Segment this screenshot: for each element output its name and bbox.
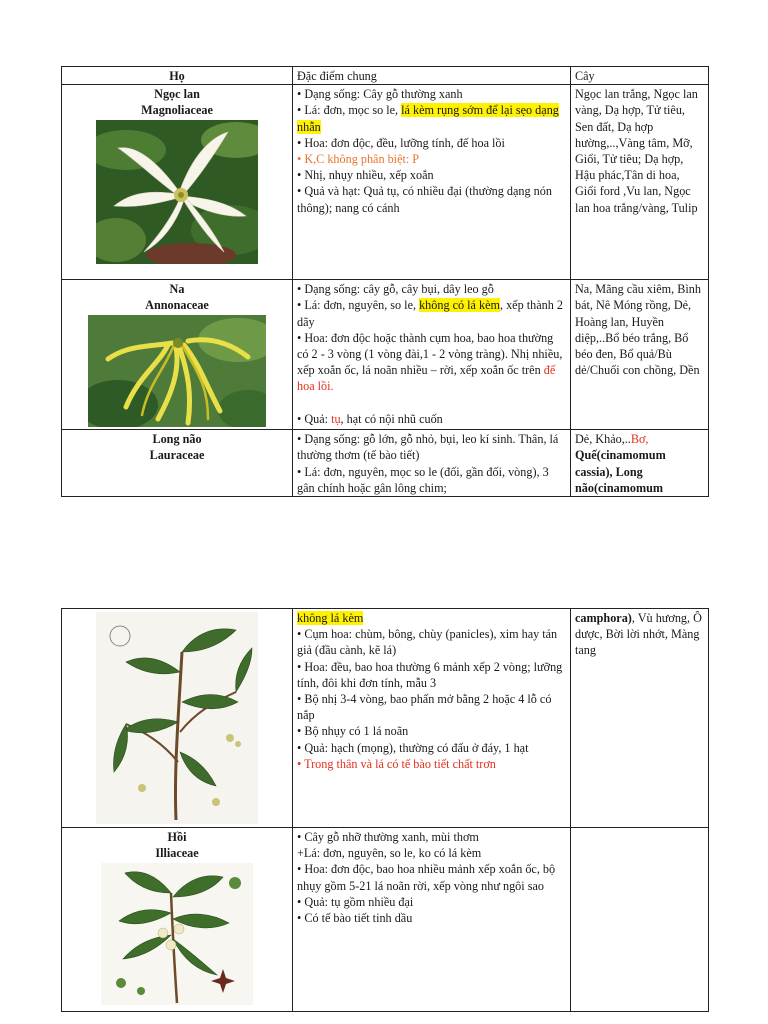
leaf-text: • Lá: đơn, nguyên, so le, [297, 298, 420, 313]
family-cell [62, 609, 293, 828]
family-name-latin: Illiaceae [155, 846, 199, 860]
leaf-text-end: , xếp thành 2 dãy [297, 298, 563, 329]
line-life-form: • Dạng sống: gỗ lớn, gỗ nhỏ, bụi, leo kí sinh. Thân, lá thường thơm (tế bào tiết) [297, 432, 559, 463]
family-name-vi: Long não [152, 432, 202, 447]
header-characteristics: Đặc điểm chung [293, 67, 571, 85]
plants-cell: Na, Mãng cầu xiêm, Bình bát, Nê Móng rồng, Dẻ, Hoàng lan, Huyền diệp,..Bổ béo trắng, Bổ béo đen, Bổ quả/Bù dẻ/Chuối con chồng, Dền [571, 280, 709, 430]
line-fruit [297, 411, 566, 427]
no-stipule-highlight: không lá kèm [297, 611, 364, 625]
line-stipule [297, 610, 566, 626]
family-name-vi: Na [169, 282, 185, 297]
fruit-text: • Quả: [297, 411, 332, 426]
stipule-highlight: lá kèm rụng sớm để lại sẹo dạng nhẫn [297, 103, 559, 134]
header-row [62, 67, 709, 85]
family-table-part-1 [61, 66, 709, 497]
plants-cell [571, 828, 709, 1012]
plants-cell [571, 430, 709, 497]
plants-bold: camphora) [575, 611, 632, 625]
header-plants: Cây [571, 67, 709, 85]
line-fruit: • Quả và hạt: Quả tụ, có nhiều đại (thường dạng nón thông); nang có cánh [297, 184, 552, 215]
family-table-part-2 [61, 608, 709, 1012]
magnolia-flower-image [96, 120, 258, 264]
line-leaf [297, 102, 566, 134]
characteristics-cell [293, 609, 571, 828]
line-secretory-cells: • Trong thân và lá có tế bào tiết chất trơn [297, 756, 496, 771]
characteristics-cell [293, 828, 571, 1012]
cinnamomum-illustration [96, 612, 258, 824]
line-flower [297, 330, 566, 395]
line-stamen-pistil: • Nhị, nhụy nhiều, xếp xoắn [297, 168, 434, 183]
line-leaf [297, 297, 566, 329]
header-family: Họ [62, 67, 293, 85]
line-leaf: • Lá: đơn, nguyên, mọc so le (đối, gần đối, vòng), 3 gân chính hoặc gân lông chim; [297, 464, 549, 495]
line-fruit: • Quả: tụ gồm nhiều đại [297, 894, 414, 909]
family-name-vi: Hồi [167, 830, 187, 844]
line-perianth: • K,C không phân biệt: P [297, 152, 420, 167]
line-flower: • Hoa: đơn độc, đều, lưỡng tính, đế hoa lồi [297, 135, 505, 150]
family-name-latin: Magnoliaceae [141, 103, 213, 118]
fruit-text-end: , hạt có nội nhũ cuốn [340, 411, 443, 426]
characteristics-cell [293, 280, 571, 430]
family-name-latin: Lauraceae [149, 448, 205, 463]
star-anise-illustration [101, 863, 253, 1005]
plants-cell: Ngọc lan trắng, Ngọc lan vàng, Dạ hợp, Tử tiêu, Sen đất, Dạ hợp hường,..,Vàng tâm, Mỡ, Giổi, Tử tiêu; Dạ hợp, Hậu phác,Tân di hoa, Giổi ford ,Vu lan, Ngọc lan hoa trắng/vàng, Tulip [571, 85, 709, 280]
characteristics-cell [293, 85, 571, 280]
line-flower: • Hoa: đơn độc, bao hoa nhiều mảnh xếp xoắn ốc, bộ nhụy gồm 5-21 lá noãn rời, xếp vòng như ngôi sao [297, 862, 556, 893]
line-fruit: • Quả: hạch (mọng), thường có đấu ở đáy, 1 hạt [297, 740, 529, 755]
plants-text: , Vù hương, Ô dược, Bời lời nhớt, Màng tang [575, 611, 702, 658]
plants-cell [571, 609, 709, 828]
receptacle-red: đế hoa lồi. [297, 363, 556, 394]
characteristics-cell [293, 430, 571, 497]
row-lauraceae-continued [62, 609, 709, 828]
leaf-text: • Lá: đơn, mọc so le, [297, 103, 402, 118]
ylang-ylang-flower-image [88, 315, 266, 427]
row-illiaceae [62, 828, 709, 1012]
line-flower: • Hoa: đều, bao hoa thường 6 mảnh xếp 2 vòng; lưỡng tính, đôi khi đơn tính, mẫu 3 [297, 659, 563, 690]
row-annonaceae [62, 280, 709, 430]
row-magnoliaceae [62, 85, 709, 280]
line-leaf: +Lá: đơn, nguyên, so le, ko có lá kèm [297, 846, 482, 861]
family-name-vi: Ngọc lan [154, 87, 200, 102]
line-secretory-cells: • Có tế bào tiết tinh dầu [297, 911, 413, 926]
flower-text: • Hoa: đơn độc hoặc thành cụm hoa, bao hoa thường có 2 - 3 vòng (1 vòng đài,1 - 2 vòng tràng). Nhị nhiều, xếp xoắn ốc, lá noãn nhiều – rời, xếp xoắn ốc trên [297, 330, 563, 378]
line-stamen: • Bộ nhị 3-4 vòng, bao phấn mở bằng 2 hoặc 4 lỗ có nắp [297, 692, 552, 723]
row-lauraceae [62, 430, 709, 497]
line-inflorescence: • Cụm hoa: chùm, bông, chùy (panicles), xim hay tán giả (đầu cành, kẽ lá) [297, 627, 558, 658]
family-name-latin: Annonaceae [145, 298, 209, 313]
line-life-form: • Dạng sống: cây gỗ, cây bụi, dây leo gỗ [297, 282, 494, 297]
family-cell [62, 828, 293, 1012]
fruit-red: tụ [331, 411, 341, 426]
plants-red: Bơ, [630, 432, 649, 447]
plants-bold: Quế(cinamomum cassia), Long não(cinamomum [575, 448, 666, 495]
family-cell [62, 85, 293, 280]
family-cell [62, 430, 293, 497]
line-life-form: • Dạng sống: Cây gỗ thường xanh [297, 87, 463, 102]
line-life-form: • Cây gỗ nhỡ thường xanh, mùi thơm [297, 830, 479, 844]
plants-text: Dẻ, Khảo,.. [575, 432, 631, 447]
family-cell [62, 280, 293, 430]
no-stipule-highlight: không có lá kèm [419, 298, 500, 313]
line-pistil: • Bộ nhụy có 1 lá noãn [297, 724, 409, 739]
